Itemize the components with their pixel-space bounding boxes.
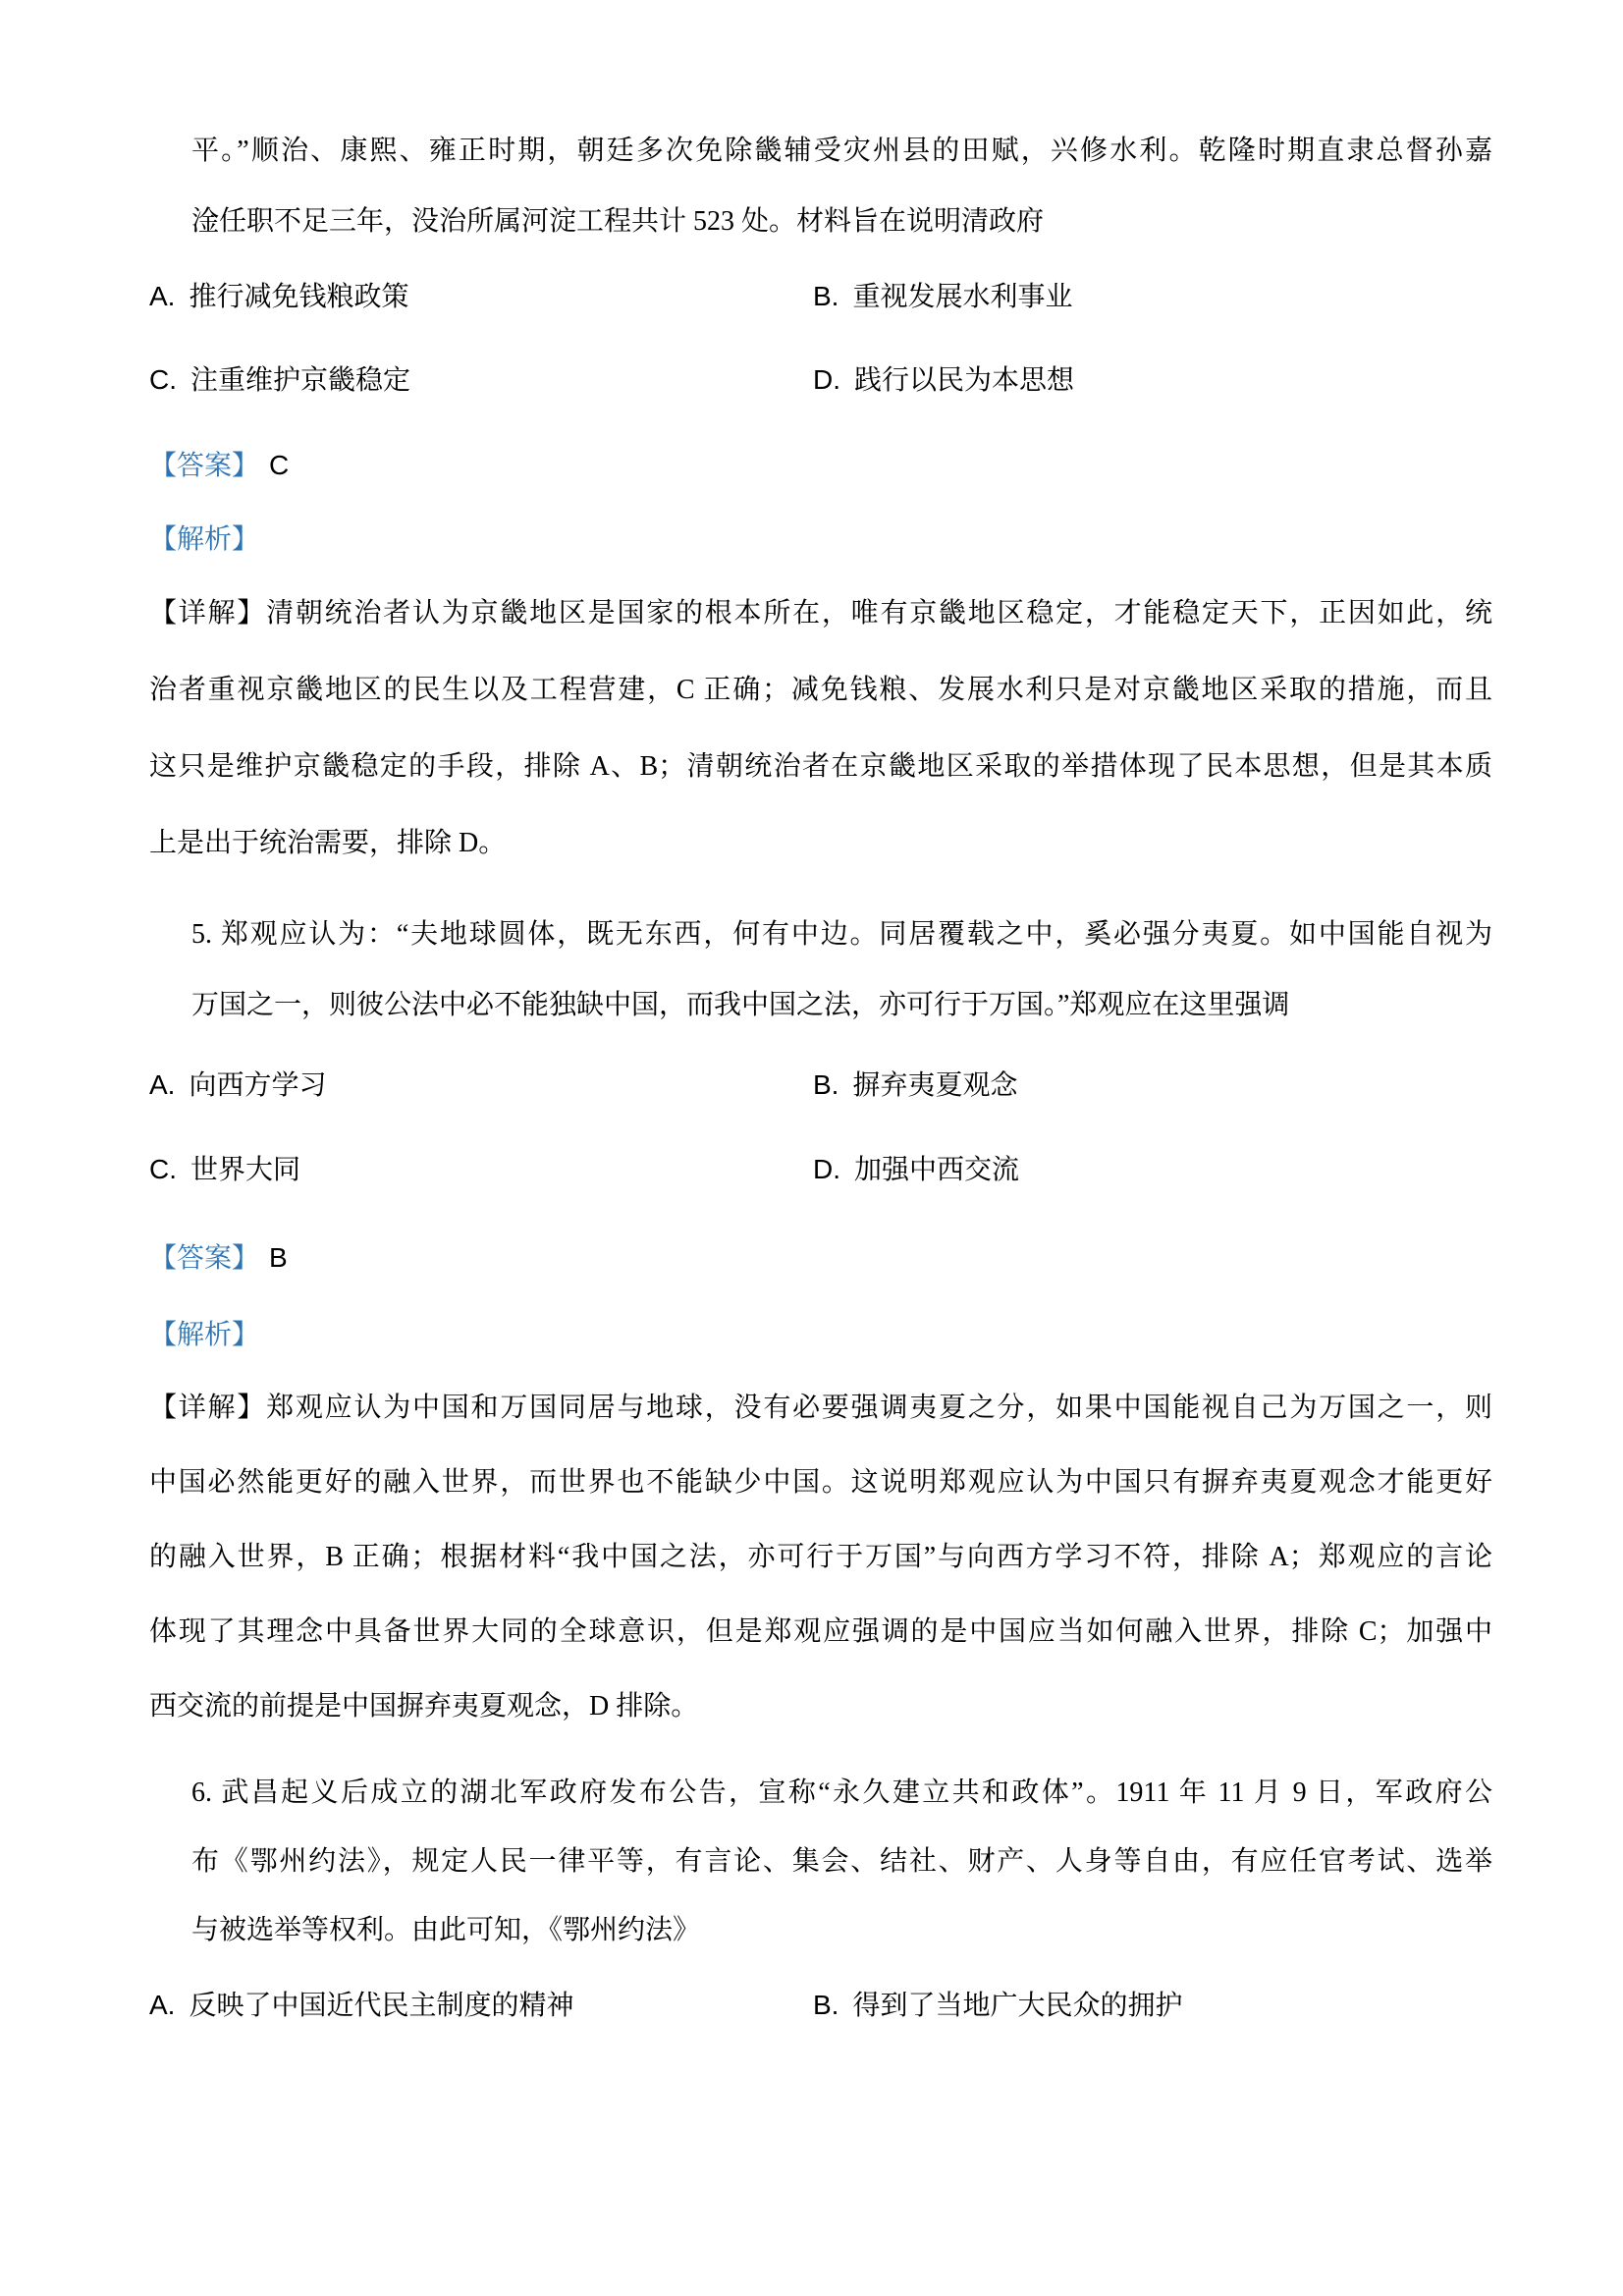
option-letter: C.: [149, 364, 177, 395]
answer-value: B: [269, 1242, 288, 1273]
question-6-stem: [191, 1759, 1492, 1965]
question-stem-line: 与被选举等权利。由此可知，《鄂州约法》: [191, 1915, 701, 1945]
explanation-line: 西交流的前提是中国摒弃夷夏观念，D 排除。: [149, 1691, 699, 1722]
option-text: 向西方学习: [189, 1070, 327, 1101]
analysis-row: [149, 505, 1492, 575]
question-5-options-row-1: [149, 1050, 1492, 1121]
explanation-line: 的融入世界，B 正确；根据材料“我中国之法，亦可行于万国”与向西方学习不符，排除 A；郑观应的言论: [149, 1542, 1492, 1572]
option-b: [813, 1050, 1017, 1121]
question-stem-line: 5. 郑观应认为：“夫地球圆体，既无东西，何有中边。同居覆载之中，奚必强分夷夏。如中国能自视为: [191, 919, 1492, 950]
option-text: 反映了中国近代民主制度的精神: [189, 1991, 574, 2021]
option-text: 摒弃夷夏观念: [852, 1070, 1018, 1101]
option-text: 践行以民为本思想: [854, 365, 1075, 396]
question-6-options-row-1: [149, 1970, 1492, 2042]
answer-label: 【答案】: [149, 1243, 260, 1274]
option-letter: B.: [813, 1990, 839, 2020]
analysis-row: [149, 1300, 1492, 1371]
option-text: 加强中西交流: [854, 1155, 1020, 1185]
explanation-line: 中国必然能更好的融入世界，而世界也不能缺少中国。这说明郑观应认为中国只有摒弃夷夏观念才能更好: [149, 1467, 1492, 1498]
explanation-line: 体现了其理念中具备世界大同的全球意识，但是郑观应强调的是中国应当如何融入世界，排除 C；加强中: [149, 1616, 1492, 1647]
option-text: 世界大同: [190, 1155, 301, 1185]
option-b: [813, 261, 1072, 333]
option-d: [813, 345, 1074, 416]
question-stem-line: 万国之一，则彼公法中必不能独缺中国，而我中国之法，亦可行于万国。”郑观应在这里强调: [191, 990, 1290, 1020]
option-letter: A.: [149, 1069, 176, 1100]
option-letter: A.: [149, 1990, 176, 2020]
question-stem-line: 6. 武昌起义后成立的湖北军政府发布公告，宣称“永久建立共和政体”。1911 年 11 月 9 日，军政府公: [191, 1777, 1492, 1808]
analysis-label: 【解析】: [149, 1320, 260, 1350]
option-text: 注重维护京畿稳定: [190, 365, 411, 396]
answer-row: [149, 1223, 1492, 1294]
question-4-stem: [191, 116, 1492, 257]
answer-row: [149, 430, 1492, 502]
question-4-options-row-1: [149, 261, 1492, 333]
option-d: [813, 1134, 1019, 1206]
analysis-label: 【解析】: [149, 524, 260, 555]
option-a: [149, 1970, 813, 2042]
option-text: 重视发展水利事业: [852, 282, 1073, 312]
explanation-line: 这只是维护京畿稳定的手段，排除 A、B；清朝统治者在京畿地区采取的举措体现了民本思想，但是其本质: [149, 751, 1492, 782]
page-content: [149, 116, 1492, 2042]
question-5-explanation: [149, 1371, 1492, 1744]
option-letter: B.: [813, 281, 839, 311]
option-b: [813, 1970, 1182, 2042]
answer-label: 【答案】: [149, 451, 260, 481]
question-stem-line: 布《鄂州约法》，规定人民一律平等，有言论、集会、结社、财产、人身等自由，有应任官考试、选举: [191, 1846, 1492, 1877]
explanation-line: 上是出于统治需要，排除 D。: [149, 828, 507, 858]
explanation-line: 【详解】清朝统治者认为京畿地区是国家的根本所在，唯有京畿地区稳定，才能稳定天下，正因如此，统: [149, 598, 1492, 629]
question-5-options-row-2: [149, 1134, 1492, 1206]
option-a: [149, 1050, 813, 1121]
option-a: [149, 261, 813, 333]
explanation-line: 治者重视京畿地区的民生以及工程营建，C 正确；减免钱粮、发展水利只是对京畿地区采取的措施，而且: [149, 675, 1492, 705]
option-letter: A.: [149, 281, 176, 311]
option-letter: D.: [813, 1154, 840, 1184]
option-c: [149, 345, 813, 416]
option-letter: C.: [149, 1154, 177, 1184]
question-5-stem: [191, 900, 1492, 1041]
question-4-options-row-2: [149, 345, 1492, 416]
question-4-explanation: [149, 575, 1492, 882]
explanation-line: 【详解】郑观应认为中国和万国同居与地球，没有必要强调夷夏之分，如果中国能视自己为万国之一，则: [149, 1393, 1492, 1423]
option-c: [149, 1134, 813, 1206]
option-text: 得到了当地广大民众的拥护: [852, 1991, 1183, 2021]
option-letter: D.: [813, 364, 840, 395]
option-text: 推行减免钱粮政策: [189, 282, 409, 312]
answer-value: C: [269, 450, 290, 480]
question-stem-line: 平。”顺治、康熙、雍正时期，朝廷多次免除畿辅受灾州县的田赋，兴修水利。乾隆时期直隶总督孙嘉: [191, 136, 1492, 166]
option-letter: B.: [813, 1069, 839, 1100]
question-stem-line: 淦任职不足三年，没治所属河淀工程共计 523 处。材料旨在说明清政府: [191, 206, 1045, 237]
